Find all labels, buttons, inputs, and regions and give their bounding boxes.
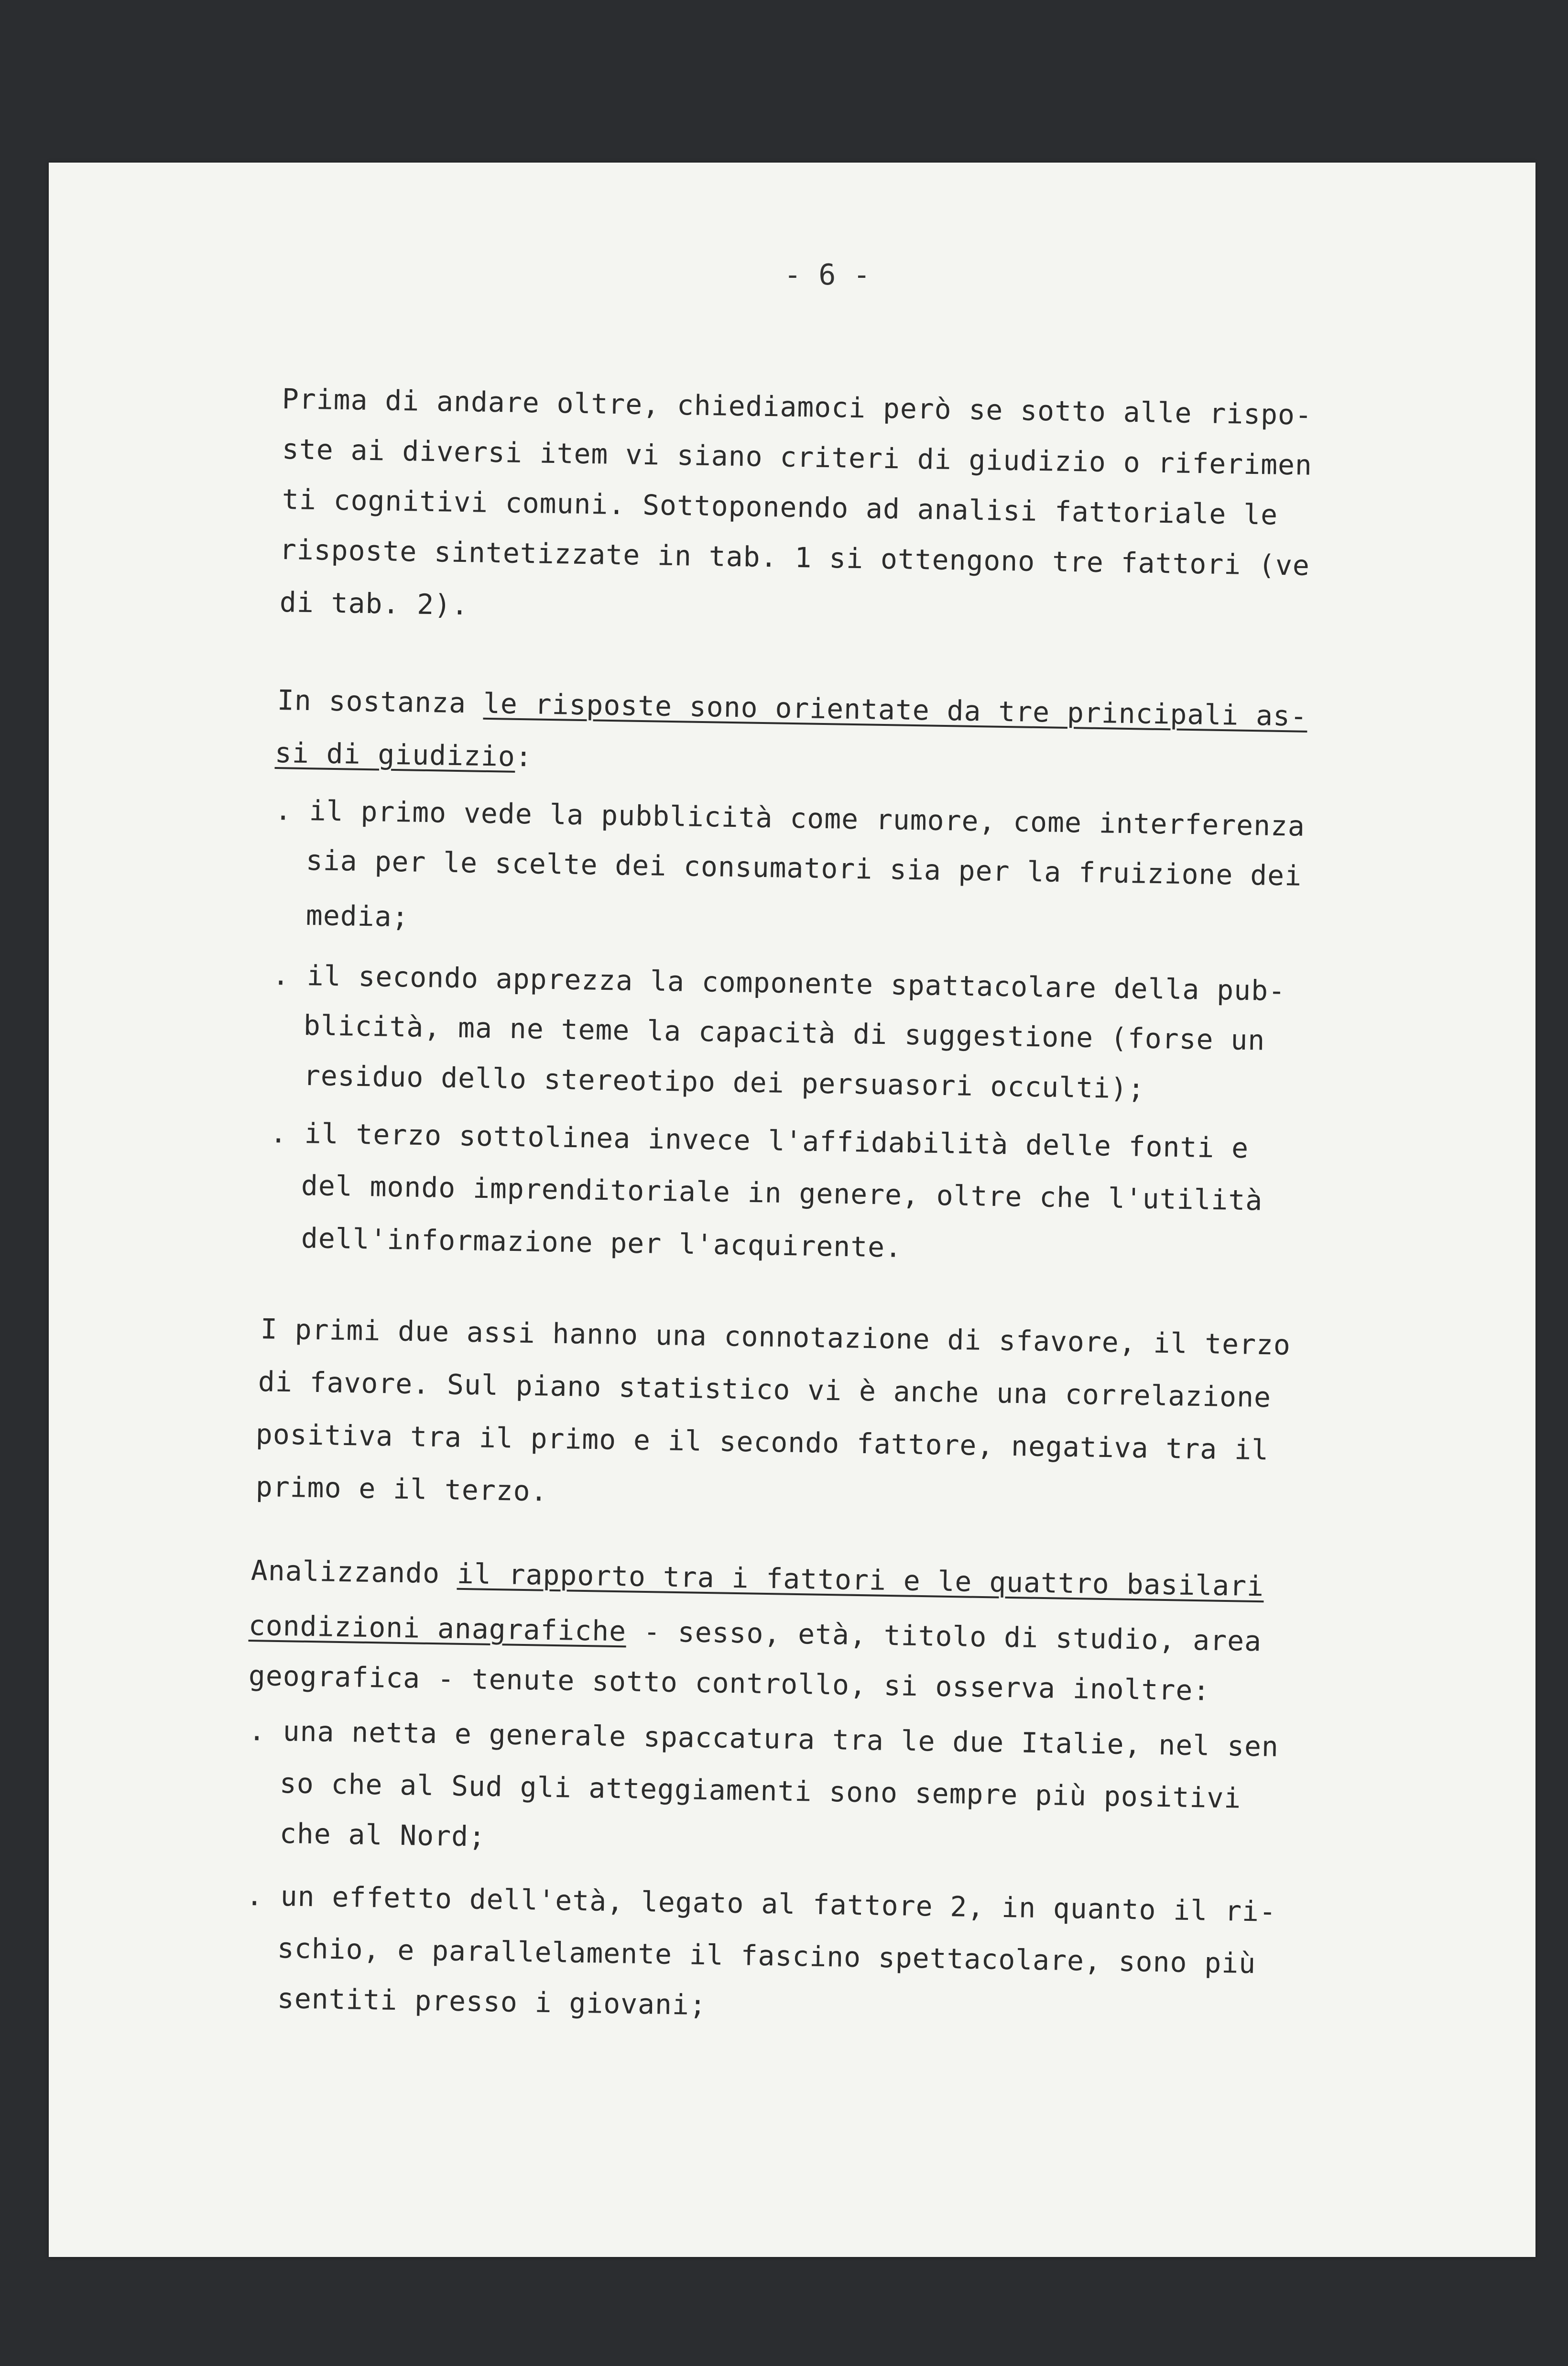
bullet-line: che al Nord; — [279, 1817, 486, 1853]
bullet-line: so che al Sud gli atteggiamenti sono sempre più positivi — [279, 1767, 1241, 1815]
text-line: ste ai diversi item vi siano criteri di giudizio o riferimen — [282, 433, 1313, 482]
underlined-phrase: si di giudizio — [274, 736, 516, 773]
text-line: primo e il terzo. — [255, 1470, 548, 1508]
underlined-phrase: condizioni anagrafiche — [248, 1609, 627, 1648]
bullet-line: . una netta e generale spaccatura tra le due Italie, nel sen — [248, 1714, 1279, 1763]
bullet-line: . il primo vede la pubblicità come rumore, come interferenza — [274, 794, 1306, 843]
underlined-phrase: le risposte sono orientate da tre principali as- — [483, 687, 1308, 733]
bullet-line: schio, e parallelamente il fascino spettacolare, sono più — [277, 1932, 1256, 1980]
text-line: ti cognitivi comuni. Sottoponendo ad analisi fattoriale le — [282, 483, 1278, 531]
bullet-line: sentiti presso i giovani; — [277, 1982, 707, 2022]
text-line: Prima di andare oltre, chiediamoci però se sotto alle rispo- — [282, 383, 1313, 431]
page-number: - 6 - — [784, 258, 871, 292]
bullet-line: blicità, ma ne teme la capacità di suggestione (forse un — [303, 1009, 1265, 1057]
text-line: positiva tra il primo e il secondo fattore, negativa tra il — [255, 1418, 1269, 1467]
paragraph4-intro-suffix: - sesso, età, titolo di studio, area — [626, 1615, 1262, 1658]
bullet-line: residuo dello stereotipo dei persuasori occulti); — [303, 1059, 1145, 1105]
text-line: di tab. 2). — [279, 586, 469, 622]
bullet-line: . il secondo apprezza la componente spattacolare della pub- — [272, 959, 1286, 1008]
bullet-line: dell'informazione per l'acquirente. — [301, 1222, 903, 1264]
underlined-phrase: il rapporto tra i fattori e le quattro basilari — [457, 1557, 1264, 1603]
bullet-line: sia per le scelte dei consumatori sia per la fruizione dei — [305, 844, 1302, 892]
paragraph4-intro-prefix: Analizzando — [250, 1554, 457, 1590]
bullet-line: media; — [305, 899, 410, 933]
bullet-line: del mondo imprenditoriale in genere, oltre che l'utilità — [301, 1169, 1263, 1217]
text-line: I primi due assi hanno una connotazione di sfavore, il terzo — [260, 1313, 1291, 1361]
text-line: geografica - tenute sotto controllo, si osserva inoltre: — [248, 1659, 1210, 1707]
text-line: risposte sintetizzate in tab. 1 si ottengono tre fattori (ve — [279, 533, 1310, 582]
paragraph2-intro-suffix: : — [515, 740, 533, 773]
text-line: di favore. Sul piano statistico vi è anche una correlazione — [258, 1365, 1272, 1414]
text-line — [274, 736, 533, 773]
paragraph2-intro-prefix: In sostanza — [277, 684, 484, 720]
bullet-line: . un effetto dell'età, legato al fattore 2, in quanto il ri- — [246, 1879, 1277, 1928]
bullet-line: . il terzo sottolinea invece l'affidabilità delle fonti e — [270, 1117, 1249, 1165]
